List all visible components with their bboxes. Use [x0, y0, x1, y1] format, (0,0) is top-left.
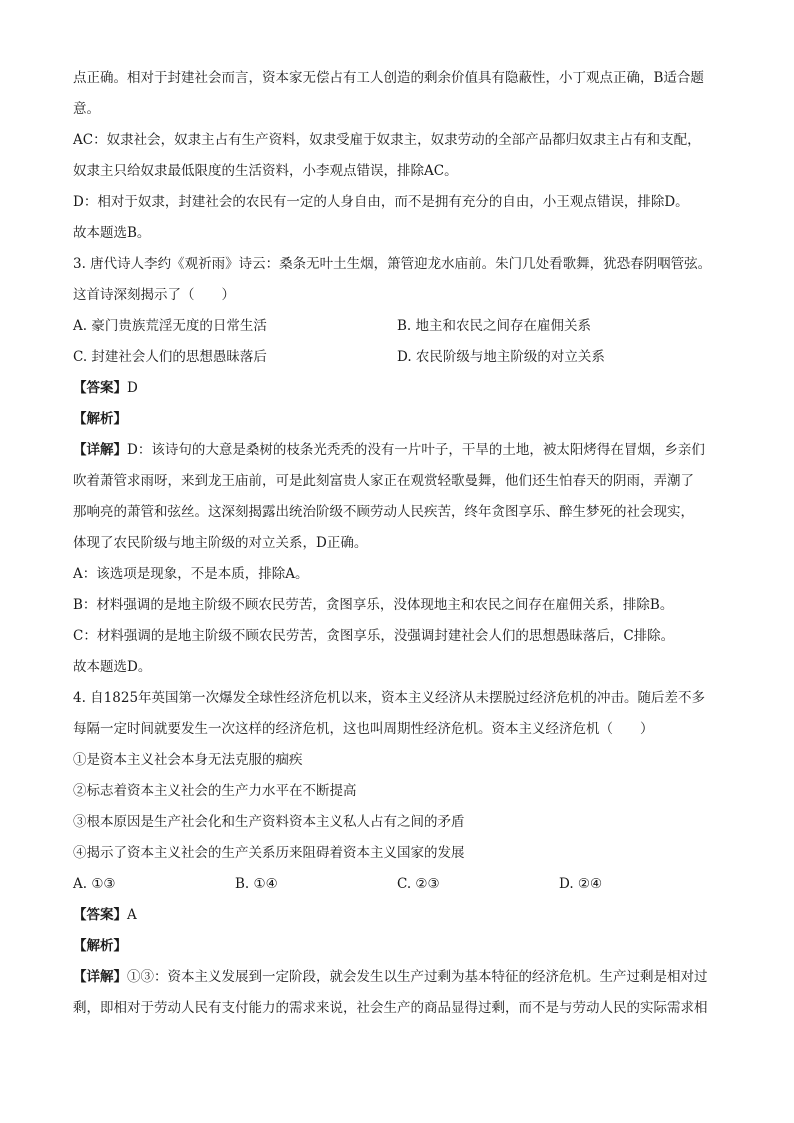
q4-answer: [73, 900, 737, 931]
q4-option-b: B. ①④: [235, 876, 278, 892]
text-line: 意。: [73, 101, 100, 117]
q3-option-d: D. 农民阶级与地主阶级的对立关系: [397, 349, 605, 365]
q3-option-a: A. 豪门贵族荒淫无度的日常生活: [73, 318, 267, 334]
q3-detail-line: 吹着萧管求雨呀，来到龙王庙前，可是此刻富贵人家正在观赏轻歌曼舞，他们还生怕春天的阴雨，弄潮了: [73, 473, 694, 489]
q4-analysis-heading: [73, 931, 737, 962]
q4-item: ③根本原因是生产社会化和生产资料资本主义私人占有之间的矛盾: [73, 814, 465, 830]
q3-detail-line: 故本题选D。: [73, 659, 152, 675]
q3-analysis-heading: [73, 404, 737, 435]
q3-detail-line: B：材料强调的是地主阶级不顾农民劳苦，贪图享乐，没体现地主和农民之间存在雇佣关系，排除B。: [73, 597, 674, 613]
detail-tag: 【详解】: [73, 969, 127, 985]
q4-option-a: A. ①③: [73, 876, 116, 892]
detail-tag: 【详解】: [73, 442, 127, 458]
q4-stem-line: 每隔一定时间就要发生一次这样的经济危机，这也叫周期性经济危机。资本主义经济危机（ ）: [73, 721, 654, 737]
text-line: D：相对于奴隶，封建社会的农民有一定的人身自由，而不是拥有充分的自由，小王观点错误，排除D。: [73, 194, 689, 210]
q3-answer: [73, 373, 737, 404]
answer-value: A: [127, 907, 137, 923]
q4-detail-line: 【详解】①③：资本主义发展到一定阶段，就会发生以生产过剩为基本特征的经济危机。生产过剩是相对过: [73, 969, 708, 985]
q4-option-c: C. ②③: [397, 876, 440, 892]
answer-tag: 【答案】: [73, 907, 127, 923]
q3-options-row: [73, 311, 737, 342]
q3-detail-line: 那响亮的萧管和弦丝。这深刻揭露出统治阶级不顾劳动人民疾苦，终年贪图享乐、醉生梦死的社会现实，: [73, 504, 694, 520]
analysis-tag: 【解析】: [73, 411, 127, 427]
q4-options-row: [73, 869, 737, 900]
q4-item: ①是资本主义社会本身无法克服的痼疾: [73, 752, 303, 768]
answer-tag: 【答案】: [73, 380, 127, 396]
text-line: 奴隶主只给奴隶最低限度的生活资料，小李观点错误，排除AC。: [73, 163, 458, 179]
q3-detail-line: 体现了农民阶级与地主阶级的对立关系，D正确。: [73, 535, 368, 551]
q3-option-b: B. 地主和农民之间存在雇佣关系: [397, 318, 592, 334]
q3-detail-line: C：材料强调的是地主阶级不顾农民劳苦，贪图享乐，没强调封建社会人们的思想愚昧落后，C排除。: [73, 628, 675, 644]
analysis-tag: 【解析】: [73, 938, 127, 954]
q3-stem-line: 3. 唐代诗人李约《观祈雨》诗云：桑条无叶土生烟，箫管迎龙水庙前。朱门几处看歌舞，犹恐春阴咽管弦。: [73, 256, 712, 272]
q4-option-d: D. ②④: [559, 876, 603, 892]
text-line: AC：奴隶社会，奴隶主占有生产资料，奴隶受雇于奴隶主，奴隶劳动的全部产品都归奴隶主占有和支配，: [73, 132, 701, 148]
q4-item: ②标志着资本主义社会的生产力水平在不断提高: [73, 783, 357, 799]
q3-detail-line: 【详解】D：该诗句的大意是桑树的枝条光秃秃的没有一片叶子，干旱的土地，被太阳烤得在冒烟，乡亲们: [73, 442, 705, 458]
page-content: [73, 63, 737, 1024]
text-line: 故本题选B。: [73, 225, 151, 241]
text-line: 点正确。相对于封建社会而言，资本家无偿占有工人创造的剩余价值具有隐蔽性，小丁观点正确，B适合题: [73, 70, 704, 86]
q4-item: ④揭示了资本主义社会的生产关系历来阻碍着资本主义国家的发展: [73, 845, 465, 861]
q3-option-c: C. 封建社会人们的思想愚昧落后: [73, 349, 267, 365]
answer-value: D: [127, 380, 138, 396]
q3-detail-line: A：该选项是现象，不是本质，排除A。: [73, 566, 309, 582]
q3-options-row: [73, 342, 737, 373]
q4-stem-line: 4. 自1825年英国第一次爆发全球性经济危机以来，资本主义经济从未摆脱过经济危机的冲击。随后差不多: [73, 690, 706, 706]
q3-stem-line: 这首诗深刻揭示了（ ）: [73, 287, 235, 303]
q4-detail-line: 剩，即相对于劳动人民有支付能力的需求来说，社会生产的商品显得过剩，而不是与劳动人民的实际需求相: [73, 1000, 708, 1016]
